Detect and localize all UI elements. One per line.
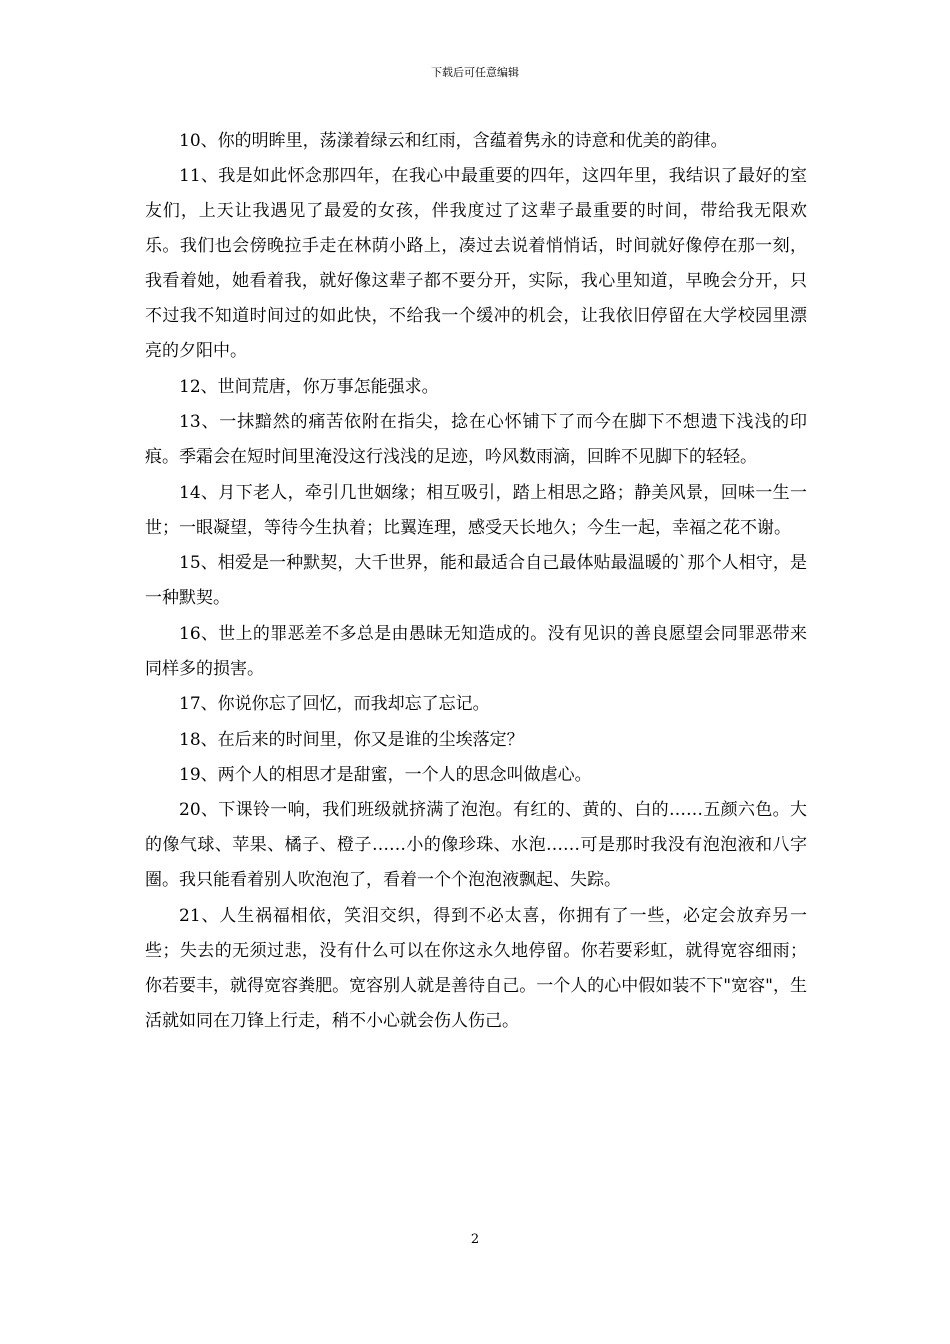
paragraph-14: 14、月下老人，牵引几世姻缘；相互吸引，踏上相思之路；静美风景，回味一生一世；一眼凝望，等待今生执着；比翼连理，感受天长地久；今生一起，幸福之花不谢。 <box>145 482 807 538</box>
paragraph-13: 13、一抹黯然的痛苦依附在指尖，捻在心怀铺下了而今在脚下不想遗下浅浅的印痕。季霜会在短时间里淹没这行浅浅的足迹，吟风数雨滴，回眸不见脚下的轻轻。 <box>145 412 807 468</box>
paragraph-20: 20、下课铃一响，我们班级就挤满了泡泡。有红的、黄的、白的……五颜六色。大的像气球、苹果、橘子、橙子……小的像珍珠、水泡……可是那时我没有泡泡液和八字圈。我只能看着别人吹泡泡了，看着一个个泡泡液飘起、失踪。 <box>145 800 807 891</box>
page-number: 2 <box>470 1232 480 1247</box>
document-body <box>145 124 807 1039</box>
paragraph-16: 16、世上的罪恶差不多总是由愚昧无知造成的。没有见识的善良愿望会同罪恶带来同样多的损害。 <box>145 623 807 679</box>
paragraph-19: 19、两个人的相思才是甜蜜，一个人的思念叫做虐心。 <box>179 764 592 785</box>
paragraph-18: 18、在后来的时间里，你又是谁的尘埃落定？ <box>179 729 524 750</box>
paragraph-11: 11、我是如此怀念那四年，在我心中最重要的四年，这四年里，我结识了最好的室友们，上天让我遇见了最爱的女孩，伴我度过了这辈子最重要的时间，带给我无限欢乐。我们也会傍晚拉手走在林荫小路上，凑过去说着悄悄话，时间就好像停在那一刻，我看着她，她看着我，就好像这辈子都不要分开，实际，我心里知道，早晚会分开，只不过我不知道时间过的如此快，不给我一个缓冲的机会，让我依旧停留在大学校园里漂亮的夕阳中。 <box>145 166 807 362</box>
page-header: 下载后可任意编辑 <box>431 66 519 79</box>
paragraph-17: 17、你说你忘了回忆，而我却忘了忘记。 <box>179 694 490 715</box>
paragraph-21: 21、人生祸福相依，笑泪交织，得到不必太喜，你拥有了一些，必定会放弃另一些；失去的无须过悲，没有什么可以在你这永久地停留。你若要彩虹，就得宽容细雨；你若要丰，就得宽容粪肥。宽容别人就是善待自己。一个人的心中假如装不下"宽容"，生活就如同在刀锋上行走，稍不小心就会伤人伤己。 <box>145 905 807 1031</box>
paragraph-10: 10、你的明眸里，荡漾着绿云和红雨，含蕴着隽永的诗意和优美的韵律。 <box>179 131 728 151</box>
paragraph-12: 12、世间荒唐，你万事怎能强求。 <box>179 376 439 397</box>
paragraph-15: 15、相爱是一种默契，大千世界，能和最适合自己最体贴最温暖的`那个人相守，是一种默契。 <box>145 553 807 609</box>
